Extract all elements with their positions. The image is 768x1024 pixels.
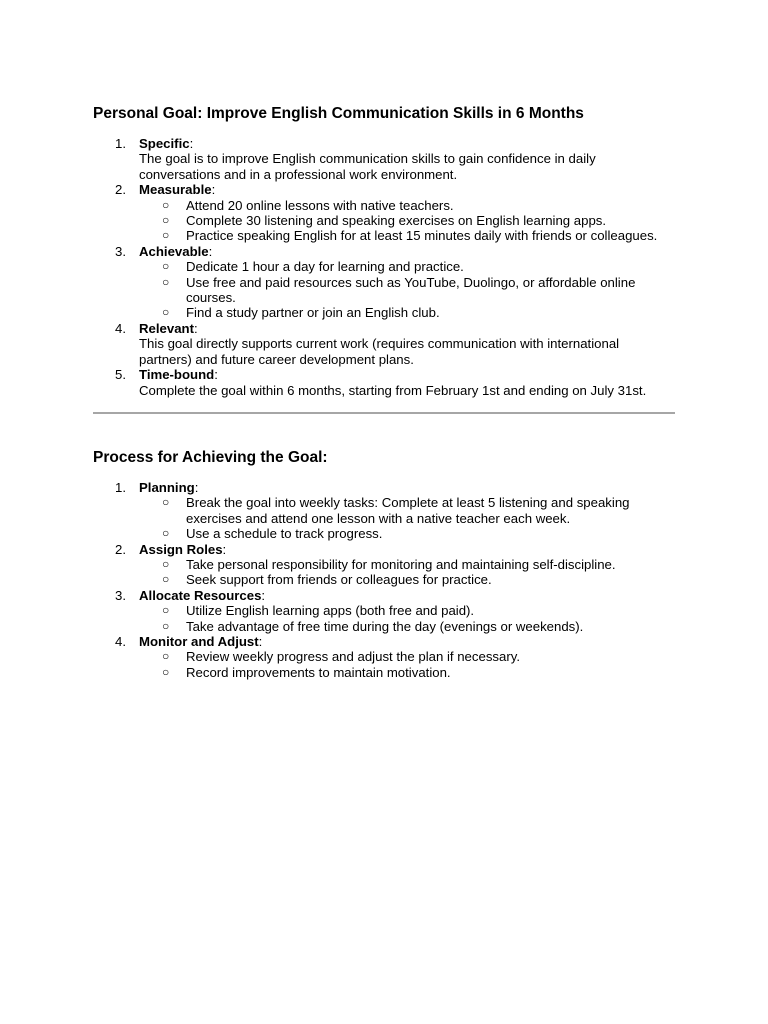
step-bullets [139,603,675,634]
bullet-item [139,572,675,587]
bullet-item [139,213,675,228]
bullet-item [139,495,675,526]
bullet-item [139,665,675,680]
circle-bullet-icon: ○ [162,274,170,289]
criterion-measurable [93,182,675,244]
list-number: 2. [115,182,126,198]
list-number: 4. [115,320,126,336]
process-heading: Process for Achieving the Goal: [93,448,328,466]
bullet-text: Dedicate 1 hour a day for learning and practice. [186,259,464,275]
circle-bullet-icon: ○ [162,618,170,633]
bullet-item [139,603,675,618]
label-colon: : [208,243,213,259]
circle-bullet-icon: ○ [162,572,170,587]
smart-goal-heading: Personal Goal: Improve English Communication Skills in 6 Months [93,105,584,122]
circle-bullet-icon: ○ [162,213,170,228]
bullet-text: Complete 30 listening and speaking exercises on English learning apps. [186,213,607,229]
bullet-text: Record improvements to maintain motivation. [186,664,451,680]
bullet-item [139,619,675,634]
bullet-text: Attend 20 online lessons with native teachers. [186,197,454,213]
criterion-description: Complete the goal within 6 months, starting from February 1st and ending on July 31st. [139,382,647,398]
label-colon: : [193,320,198,336]
step-bullets [139,495,675,541]
label-colon: : [194,479,199,495]
bullet-text: Use a schedule to track progress. [186,526,383,542]
criterion-relevant [93,321,675,367]
bullet-item [139,259,675,274]
list-number: 1. [115,479,126,495]
bullet-text: Take advantage of free time during the day (evenings or weekends). [186,618,584,634]
circle-bullet-icon: ○ [162,649,170,664]
list-number: 5. [115,367,126,383]
list-number: 2. [115,541,126,557]
criterion-label: Time-bound [139,367,215,383]
criterion-description: This goal directly supports current work (requires communication with international partners) and future career development plans. [139,336,620,367]
bullet-item [139,275,675,306]
circle-bullet-icon: ○ [162,495,170,510]
section-divider [93,412,675,414]
criterion-bullets [139,259,675,321]
step-bullets [139,557,675,588]
circle-bullet-icon: ○ [162,603,170,618]
step-label: Planning [139,479,195,495]
circle-bullet-icon: ○ [162,556,170,571]
label-colon: : [189,136,194,151]
circle-bullet-icon: ○ [162,259,170,274]
step-planning [93,480,675,542]
bullet-text: Utilize English learning apps (both free and paid). [186,603,475,619]
document-content [93,104,675,680]
label-colon: : [211,182,216,198]
bullet-text: Seek support from friends or colleagues for practice. [186,572,492,588]
criterion-bullets [139,198,675,244]
criterion-description: The goal is to improve English communication skills to gain confidence in daily conversations and in a professional work environment. [139,151,596,182]
bullet-text: Practice speaking English for at least 15 minutes daily with friends or colleagues. [186,228,658,244]
step-monitor-and-adjust [93,634,675,680]
list-number: 3. [115,243,126,259]
circle-bullet-icon: ○ [162,305,170,320]
bullet-text: Break the goal into weekly tasks: Complete at least 5 listening and speaking exercises and attend one lesson with a native teacher each week. [186,495,630,526]
step-label: Assign Roles [139,541,223,557]
step-label: Monitor and Adjust [139,633,259,649]
bullet-item [139,526,675,541]
bullet-text: Find a study partner or join an English club. [186,305,440,321]
bullet-text: Use free and paid resources such as YouTube, Duolingo, or affordable online courses. [186,274,636,306]
bullet-text: Review weekly progress and adjust the plan if necessary. [186,649,521,665]
bullet-text: Take personal responsibility for monitoring and maintaining self-discipline. [186,556,616,572]
circle-bullet-icon: ○ [162,228,170,243]
label-colon: : [258,633,263,649]
criterion-label: Specific [139,136,190,151]
criterion-label: Measurable [139,182,212,198]
bullet-item [139,305,675,320]
label-colon: : [214,367,218,383]
circle-bullet-icon: ○ [162,197,170,212]
label-colon: : [261,587,266,603]
process-steps-list [93,480,675,680]
smart-goal-section [93,104,675,398]
bullet-item [139,557,675,572]
bullet-item [139,198,675,213]
smart-criteria-list [93,136,675,398]
criterion-time-bound [93,367,675,398]
step-allocate-resources [93,588,675,634]
list-number: 1. [115,136,126,151]
criterion-specific [93,136,675,182]
bullet-item [139,649,675,664]
criterion-achievable [93,244,675,321]
step-bullets [139,649,675,680]
criterion-label: Achievable [139,243,209,259]
list-number: 4. [115,633,126,649]
bullet-item [139,228,675,243]
circle-bullet-icon: ○ [162,664,170,679]
circle-bullet-icon: ○ [162,526,170,541]
step-label: Allocate Resources [139,587,262,603]
list-number: 3. [115,587,126,603]
step-assign-roles [93,542,675,588]
criterion-label: Relevant [139,320,194,336]
process-section [93,448,675,680]
label-colon: : [222,541,227,557]
